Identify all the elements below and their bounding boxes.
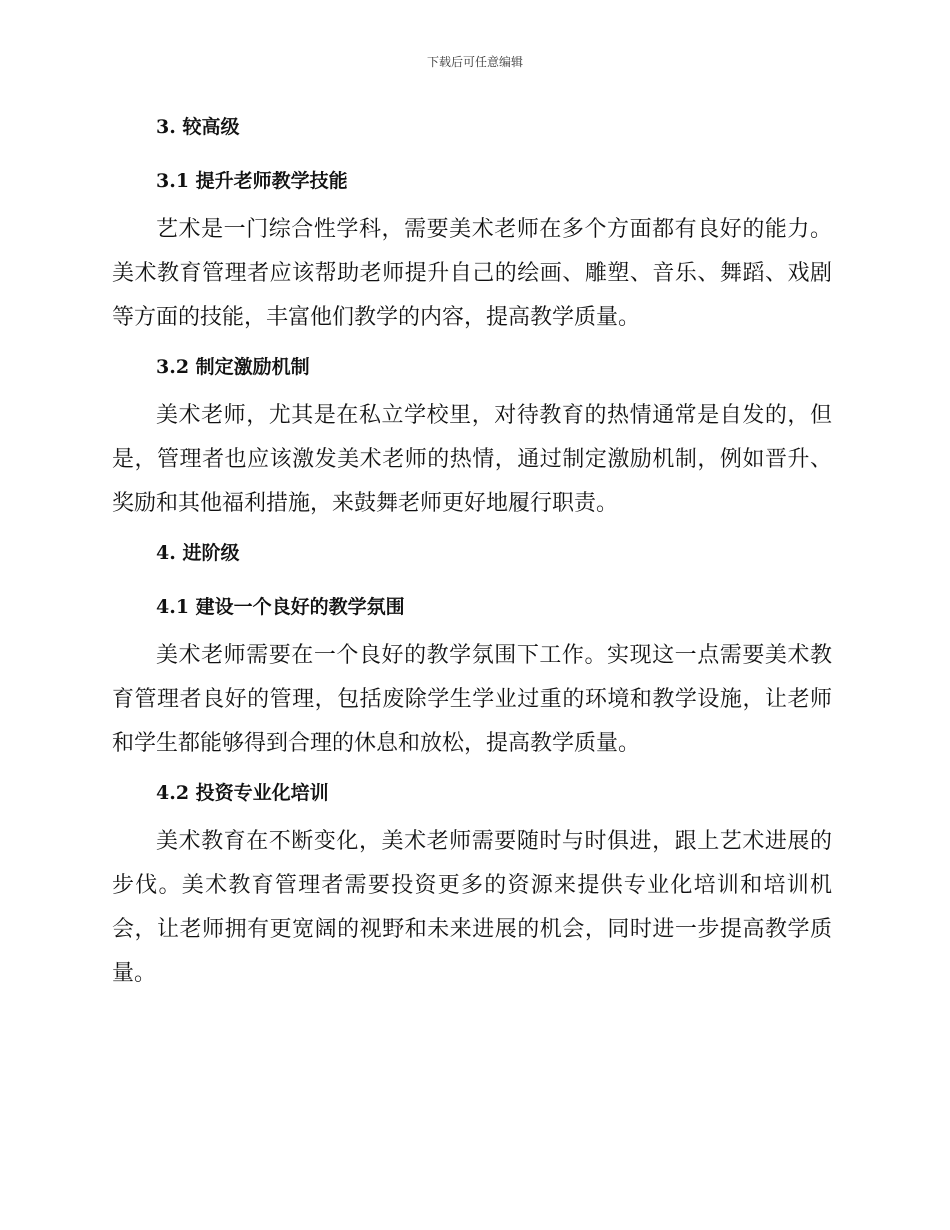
subsection-heading-4-2: 4.2 投资专业化培训 bbox=[156, 782, 329, 804]
subsection-heading-4-1: 4.1 建设一个良好的教学氛围 bbox=[156, 596, 405, 618]
page-header-note: 下载后可任意编辑 bbox=[426, 55, 523, 69]
section-heading-4: 4. 进阶级 bbox=[156, 542, 240, 564]
section-heading-3: 3. 较高级 bbox=[156, 116, 240, 138]
paragraph-4-2: 美术教育在不断变化，美术老师需要随时与时俱进，跟上艺术进展的步伐。美术教育管理者需要投资更多的资源来提供专业化培训和培训机会，让老师拥有更宽阔的视野和未来进展的机会，同时进一步提高教学质量。 bbox=[112, 829, 832, 986]
paragraph-3-2: 美术老师，尤其是在私立学校里，对待教育的热情通常是自发的，但是，管理者也应该激发美术老师的热情，通过制定激励机制，例如晋升、奖励和其他福利措施，来鼓舞老师更好地履行职责。 bbox=[112, 403, 832, 516]
subsection-heading-3-2: 3.2 制定激励机制 bbox=[156, 356, 310, 378]
document-body bbox=[112, 110, 832, 996]
paragraph-4-1: 美术老师需要在一个良好的教学氛围下工作。实现这一点需要美术教育管理者良好的管理，包括废除学生学业过重的环境和教学设施，让老师和学生都能够得到合理的休息和放松，提高教学质量。 bbox=[112, 643, 832, 756]
paragraph-3-1: 艺术是一门综合性学科，需要美术老师在多个方面都有良好的能力。美术教育管理者应该帮助老师提升自己的绘画、雕塑、音乐、舞蹈、戏剧等方面的技能，丰富他们教学的内容，提高教学质量。 bbox=[112, 217, 832, 330]
subsection-heading-3-1: 3.1 提升老师教学技能 bbox=[156, 170, 348, 192]
